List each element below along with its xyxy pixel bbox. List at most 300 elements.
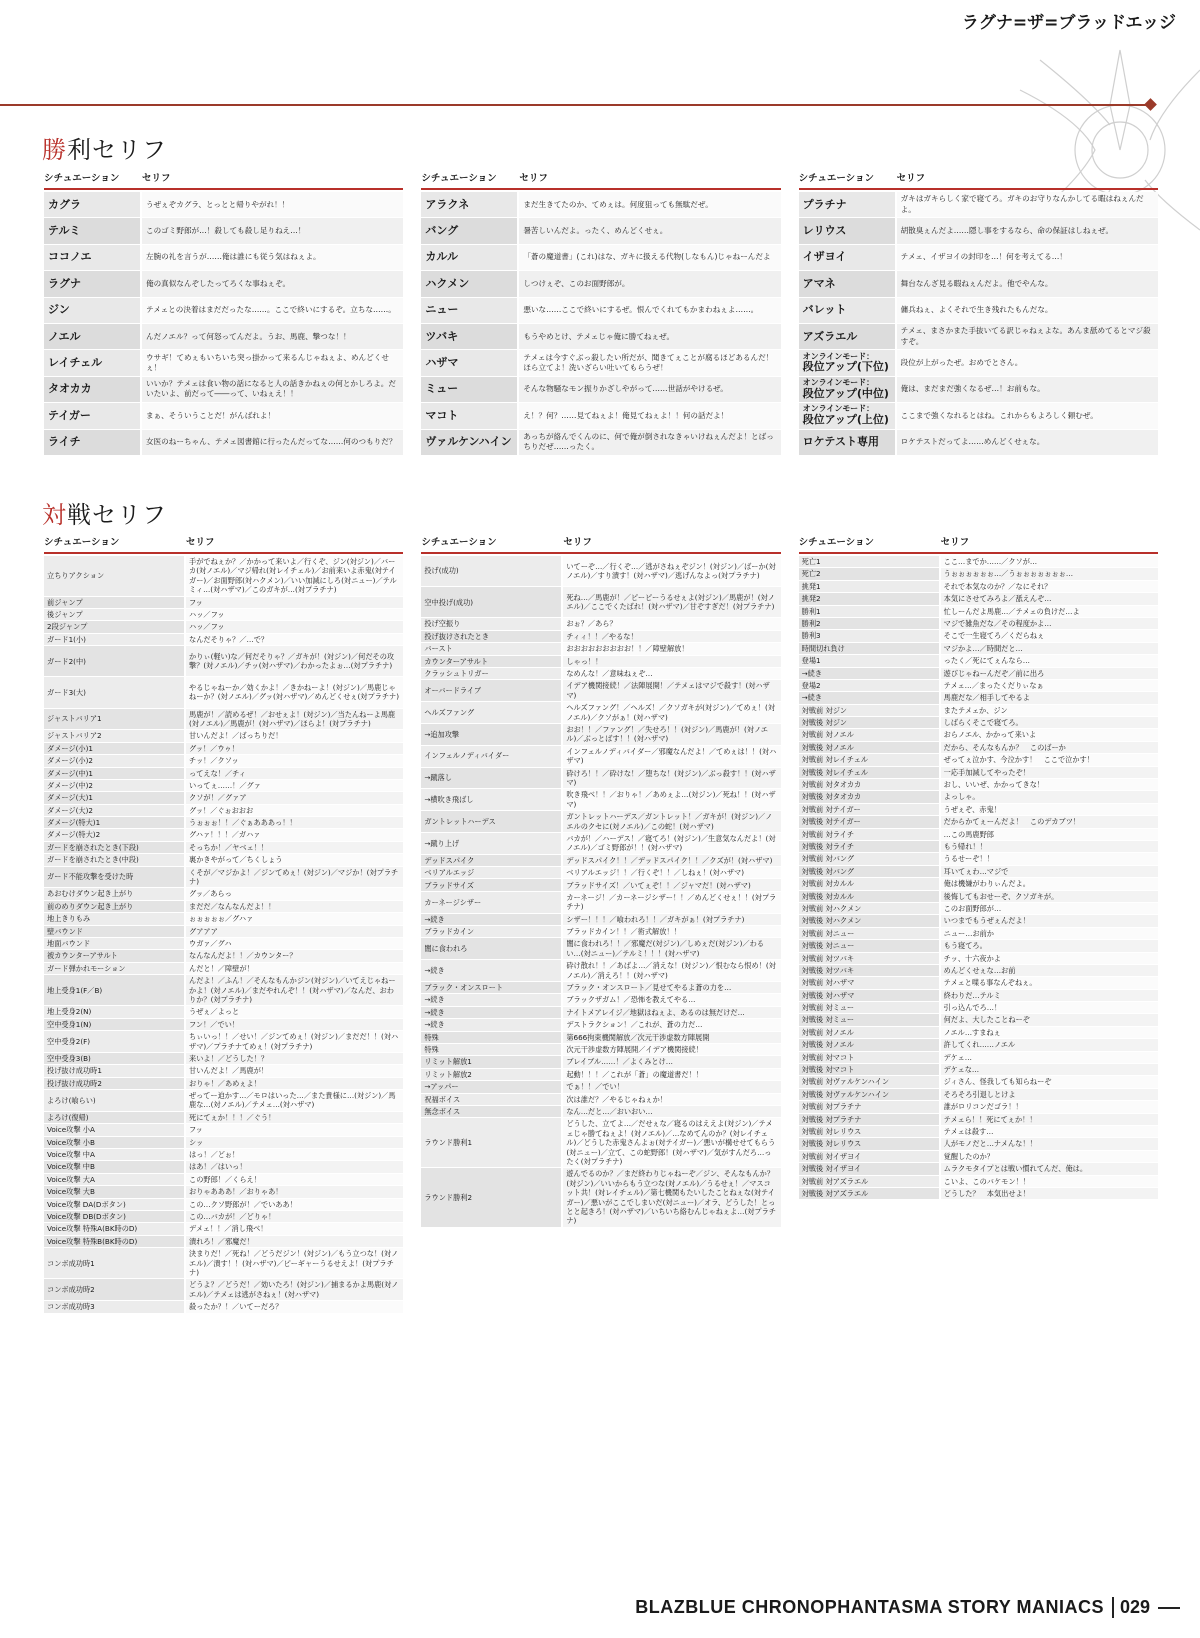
line-cell: このゴミ野郎が…！殺しても殺し足りねえ…！ xyxy=(140,218,403,243)
situation-cell: ベリアルエッジ xyxy=(421,867,561,878)
situation-cell: インフェルノディバイダー xyxy=(421,746,561,767)
situation-prefix: オンラインモード： xyxy=(802,351,875,361)
situation-cell: 対戦前 対ミュー xyxy=(799,1002,939,1013)
table-row xyxy=(799,791,1158,803)
situation-cell: バング xyxy=(421,218,517,243)
table-row xyxy=(799,767,1158,779)
situation-cell: Voice攻撃 特殊B(BK時のD) xyxy=(44,1236,184,1247)
column-header-situation: シチュエーション xyxy=(44,173,120,184)
situation-cell: 勝利3 xyxy=(799,630,939,641)
situation-cell: 対戦後 対ミュー xyxy=(799,1014,939,1025)
line-cell: うぜぇぞカグラ、とっとと帰りやがれ！！ xyxy=(140,192,403,217)
table-row xyxy=(421,656,780,668)
table-row xyxy=(799,1138,1158,1150)
line-cell: 遊びじゃねーんだぞ／前に出ろ xyxy=(939,668,1158,679)
line-cell: あっちが絡んでくんのに、何で俺が倒されなきゃいけねぇんだよ！とばっちりだぜ……ったく。 xyxy=(517,430,780,455)
situation-cell: カーネージシザー xyxy=(421,892,561,913)
table-row xyxy=(44,218,403,244)
table-row xyxy=(421,324,780,350)
table-row xyxy=(421,833,780,855)
table-row xyxy=(799,1089,1158,1101)
table-row xyxy=(799,804,1158,816)
situation-cell: 壁バウンド xyxy=(44,926,184,937)
line-cell: 次は誰だ？／やるじゃねぇか！ xyxy=(561,1094,780,1105)
situation-cell: 対戦前 対ノエル xyxy=(799,1027,939,1038)
line-cell: おおおおおおおおお！！／障壁解放！ xyxy=(561,643,780,654)
battle-table xyxy=(44,534,1158,1314)
victory-section-title: 勝利セリフ xyxy=(42,136,167,164)
table-row xyxy=(44,430,403,456)
table-row xyxy=(799,692,1158,704)
situation-cell: 対戦後 対ヴァルケンハイン xyxy=(799,1089,939,1100)
line-cell: このお面野郎が… xyxy=(939,903,1158,914)
situation-cell: 対戦後 対プラチナ xyxy=(799,1114,939,1125)
line-cell: 誰がロリコンだゴラ！！ xyxy=(939,1101,1158,1112)
table-row xyxy=(799,705,1158,717)
line-cell: まぁ、そういうことだ！がんばれよ！ xyxy=(140,403,403,428)
table-row xyxy=(44,1065,403,1077)
table-row xyxy=(421,1106,780,1118)
situation-cell: 特殊 xyxy=(421,1044,561,1055)
table-row xyxy=(44,1090,403,1112)
situation-cell: →蹴り上げ xyxy=(421,833,561,854)
table-row xyxy=(44,1199,403,1211)
table-row xyxy=(799,1188,1158,1200)
table-row xyxy=(44,1006,403,1018)
situation-cell: 勝利1 xyxy=(799,606,939,617)
table-row xyxy=(799,915,1158,927)
line-cell: 起動！！！／これが「蒼」の魔道書だ！！ xyxy=(561,1069,780,1080)
table-row xyxy=(421,1032,780,1044)
situation-cell: ガードを崩されたとき(中段) xyxy=(44,854,184,865)
table-row xyxy=(421,1044,780,1056)
situation-cell: ダメージ(特大)2 xyxy=(44,829,184,840)
situation-cell: 対戦前 対ハクメン xyxy=(799,903,939,914)
situation-cell: 対戦後 対ツバキ xyxy=(799,965,939,976)
line-cell: デストラクション！／これが、蒼の力だ… xyxy=(561,1019,780,1030)
situation-cell: カルル xyxy=(421,245,517,270)
line-cell: そろそろ引退しとけよ xyxy=(939,1089,1158,1100)
line-cell: うぜぇ／よっと xyxy=(184,1006,403,1017)
line-cell: ってえな！／チィ xyxy=(184,768,403,779)
line-cell: 馬鹿だな／相手してやるよ xyxy=(939,692,1158,703)
table-row xyxy=(799,581,1158,593)
table-row xyxy=(44,621,403,633)
situation-label: 段位アップ(下位) xyxy=(802,360,889,374)
table-row xyxy=(44,829,403,841)
table-row xyxy=(421,926,780,938)
situation-cell: ニュー xyxy=(421,298,517,323)
line-cell: そこで一生寝てろ／くだらねぇ xyxy=(939,630,1158,641)
situation-cell: カグラ xyxy=(44,192,140,217)
column-header-situation: シチュエーション xyxy=(421,537,497,548)
situation-label: 段位アップ(上位) xyxy=(802,413,889,427)
line-cell: グアアア xyxy=(184,926,403,937)
situation-cell: ダメージ(大)1 xyxy=(44,792,184,803)
column-header-situation: シチュエーション xyxy=(798,173,874,184)
table-row xyxy=(44,1174,403,1186)
situation-cell: アラクネ xyxy=(421,192,517,217)
table-row xyxy=(421,643,780,655)
situation-cell: ミュー xyxy=(421,377,517,402)
table-row xyxy=(44,1019,403,1031)
line-cell: バカが！／ハーデス！／寝てろ！(対ジン)／生意気なんだよ！(対ノエル)／ゴミ野郎が！！(対ハザマ) xyxy=(561,833,780,854)
situation-cell: 対戦後 対テイガー xyxy=(799,816,939,827)
situation-cell: ダメージ(小)2 xyxy=(44,755,184,766)
situation-cell: タオカカ xyxy=(44,377,140,402)
table-row xyxy=(421,994,780,1006)
table-row xyxy=(421,746,780,768)
line-cell: ヘルズファング！／ヘルズ！／クソガキが(対ジン)／てめぇ！(対ノエル)／クソがぁ！(対ハザマ) xyxy=(561,702,780,723)
line-cell: またテメェか、ジン xyxy=(939,705,1158,716)
situation-cell: →横吹き飛ばし xyxy=(421,789,561,810)
situation-cell: 対戦後 対ジン xyxy=(799,717,939,728)
line-cell: 裏かきやがって／ちくしょう xyxy=(184,854,403,865)
line-cell: ガントレットハーデス／ガントレット！／ガキが！(対ジン)／ノエルのクセに(対ノエル)／この蛇！(対ハザマ) xyxy=(561,811,780,832)
line-cell: グッ／あらっ xyxy=(184,888,403,899)
line-cell: 甘いんだよ！／馬鹿が！ xyxy=(184,1065,403,1076)
line-cell: ブラッドカイン！！／術式解放！！ xyxy=(561,926,780,937)
line-cell: ここ…までか……／クソが… xyxy=(939,556,1158,567)
table-row xyxy=(44,743,403,755)
line-cell: デケェ… xyxy=(939,1052,1158,1063)
line-cell: 一応手加減してやったぞ！ xyxy=(939,767,1158,778)
column-header-situation: シチュエーション xyxy=(798,537,874,548)
table-row xyxy=(421,298,780,324)
table-row xyxy=(44,805,403,817)
situation-cell: Voice攻撃 DA(Dボタン) xyxy=(44,1199,184,1210)
table-row xyxy=(421,867,780,879)
line-cell: いてーぞ…／行くぞ…／逃がさねぇぞジン！(対ジン)／ばーか(対ノエル)／すり潰す！(対ハザマ)／逃げんなよっ(対プラチナ) xyxy=(561,556,780,586)
table-row xyxy=(421,556,780,587)
line-cell: なんなんだよ！！／カウンター？ xyxy=(184,950,403,961)
table-row xyxy=(44,1279,403,1301)
line-cell: グッ！／ぐぉおおお xyxy=(184,805,403,816)
situation-cell: →続き xyxy=(421,914,561,925)
line-cell: 決まりだ！／死ね！／どうだジン！(対ジン)／もう立つな！(対ノエル)／潰す！！(対ハザマ)／ピーギャーうるせえよ！(対プラチナ) xyxy=(184,1248,403,1278)
line-cell: 段位が上がったぜ。おめでとさん。 xyxy=(895,350,1158,375)
table-row xyxy=(421,1118,780,1168)
table-row xyxy=(799,618,1158,630)
column-header xyxy=(799,170,1158,190)
table-row xyxy=(799,754,1158,766)
table-row xyxy=(421,1069,780,1081)
table-row xyxy=(799,1076,1158,1088)
situation-cell: ラウンド勝利1 xyxy=(421,1118,561,1167)
table-row xyxy=(799,953,1158,965)
situation-cell: 投げ抜け成功時1 xyxy=(44,1065,184,1076)
situation-cell: →続き xyxy=(799,692,939,703)
table-row xyxy=(421,668,780,680)
table-row xyxy=(44,730,403,742)
table-row xyxy=(421,914,780,926)
situation-cell: ガード1(小) xyxy=(44,634,184,645)
line-cell: もう帰れ！！ xyxy=(939,841,1158,852)
line-cell: デッドスパイク！！／デッドスパイク！！／クズが！(対ハザマ) xyxy=(561,855,780,866)
table-row xyxy=(44,1078,403,1090)
table-row xyxy=(421,1056,780,1068)
column-header-situation: シチュエーション xyxy=(421,173,497,184)
line-cell: おお！！／ファング！／失せろ！！(対ジン)／馬鹿が！(対ノエル)／ぶっとばす！！(対ハザマ) xyxy=(561,724,780,745)
line-cell: 闇に食われろ！！／邪魔だ(対ジン)／しめぇだ(対ジン)／わるい…(対ニュー)／テルミ！！！(対ハザマ) xyxy=(561,938,780,959)
line-cell: 忙しーんだよ馬鹿…／テメェの負けだ…よ xyxy=(939,606,1158,617)
line-cell: 遊んでるのか？／まだ終わりじゃねーぞ／ジン、そんなもんか？(対ジン)／いいからもう立つな(対ノエル)／うるせぇ！／マスコット共！(対レイチェル)／第七機関もたいしたことねぇな(対テイガー)／悪いがここでしまいだ(対ニュー)／オラ、どうした！とっとと起きろ！(対ハザマ)／いちいち絡むんじゃねぇよ…(対プラチナ) xyxy=(561,1168,780,1226)
line-cell: クソが！／グァア xyxy=(184,792,403,803)
table-row xyxy=(799,1114,1158,1126)
column-header xyxy=(799,534,1158,554)
line-cell: テメェとの決着はまだだったな……。ここで終いにするぞ。立ちな……。 xyxy=(140,298,403,323)
situation-cell: 対戦前 対レイチェル xyxy=(799,754,939,765)
situation-cell: 空中受身2(F) xyxy=(44,1031,184,1052)
line-cell: フッ xyxy=(184,1124,403,1135)
victory-table xyxy=(44,170,1158,456)
table-row xyxy=(44,1161,403,1173)
line-cell: まだだ／なんなんだよ！！ xyxy=(184,901,403,912)
situation-cell: プラチナ xyxy=(799,192,895,217)
table-row xyxy=(44,926,403,938)
line-cell: かりぃ(軽い)な／何だそりゃ？／ガキが！(対ジン)／何だその攻撃？(対ノエル)／チッ(対ハザマ)／わかったよぉ…(対プラチナ) xyxy=(184,646,403,676)
line-cell: 来いよ！／どうした！？ xyxy=(184,1053,403,1064)
line-cell: 馬鹿が！／読めるぜ！／おせぇよ！(対ジン)／当たんねーよ馬鹿(対ノエル)／馬鹿が！(対ハザマ)／ほらよ！(対プラチナ) xyxy=(184,709,403,730)
line-cell: テメェら！！死にてぇか！！ xyxy=(939,1114,1158,1125)
line-cell: ジィさん、怪我しても知らねーぞ xyxy=(939,1076,1158,1087)
situation-cell: 対戦前 対レリウス xyxy=(799,1126,939,1137)
situation-cell: 挑発1 xyxy=(799,581,939,592)
table-row xyxy=(799,680,1158,692)
situation-cell: Voice攻撃 小A xyxy=(44,1124,184,1135)
line-cell: どうよ？／どうだ！／効いたろ！(対ジン)／捕まるかよ馬鹿(対ノエル)／テメェは逃がさねぇ！(対ハザマ) xyxy=(184,1279,403,1300)
situation-cell: Voice攻撃 DB(Dボタン) xyxy=(44,1211,184,1222)
line-cell: おらノエル、かかって来いよ xyxy=(939,729,1158,740)
line-cell: 吹き飛べ！！／おりゃ！／あめぇよ…(対ジン)／死ね！！(対ハザマ) xyxy=(561,789,780,810)
battle-section-title: 対戦セリフ xyxy=(42,501,167,529)
line-cell: テメェは殺す… xyxy=(939,1126,1158,1137)
table-row xyxy=(799,245,1158,271)
table-row xyxy=(799,593,1158,605)
table-row xyxy=(421,430,780,456)
table-row xyxy=(421,1007,780,1019)
line-cell: ぜってー迫かす…／モロはいった…／また貴様に…(対ジン)／馬鹿な…(対ノエル)／テメェ…(対ハザマ) xyxy=(184,1090,403,1111)
situation-cell: ガード2(中) xyxy=(44,646,184,676)
table-row xyxy=(799,324,1158,350)
table-row xyxy=(799,1163,1158,1175)
battle-column xyxy=(44,534,403,1314)
situation-cell: 祝福ボイス xyxy=(421,1094,561,1105)
table-row xyxy=(421,377,780,403)
column-header xyxy=(44,534,403,554)
table-row xyxy=(44,888,403,900)
table-row xyxy=(799,218,1158,244)
table-row xyxy=(421,811,780,833)
table-row xyxy=(421,702,780,724)
line-cell: チッ、十六夜かよ xyxy=(939,953,1158,964)
line-cell: もう寝てろ。 xyxy=(939,940,1158,951)
situation-cell: ダメージ(特大)1 xyxy=(44,817,184,828)
situation-cell: よろけ(復帰) xyxy=(44,1112,184,1123)
situation-cell: Voice攻撃 小B xyxy=(44,1137,184,1148)
table-row xyxy=(421,680,780,702)
line-cell: どうした？ 本気出せよ！ xyxy=(939,1188,1158,1199)
situation-cell: →続き xyxy=(421,994,561,1005)
line-cell: まだ生きてたのか、てめぇは。何度狙っても無駄だぜ。 xyxy=(517,192,780,217)
table-row xyxy=(44,298,403,324)
table-row xyxy=(799,729,1158,741)
table-row xyxy=(44,556,403,597)
table-row xyxy=(44,1186,403,1198)
line-cell: なんだそりゃ？／…で？ xyxy=(184,634,403,645)
table-row xyxy=(799,643,1158,655)
situation-cell: イザヨイ xyxy=(799,245,895,270)
table-row xyxy=(421,960,780,982)
situation-cell xyxy=(799,403,895,428)
situation-cell: →追加攻撃 xyxy=(421,724,561,745)
situation-cell: ジン xyxy=(44,298,140,323)
line-cell: フッ xyxy=(184,597,403,608)
table-row xyxy=(44,245,403,271)
line-cell: 耳いてぇわ…マジで xyxy=(939,866,1158,877)
page-header-title: ラグナ=ザ=ブラッドエッジ xyxy=(961,13,1176,33)
table-row xyxy=(421,403,780,429)
table-row xyxy=(799,1002,1158,1014)
situation-cell: ガード弾かれモーション xyxy=(44,963,184,974)
line-cell: ブラック・オンスロート／見せてやるよ蒼の力を… xyxy=(561,982,780,993)
situation-cell: ヘルズファング xyxy=(421,702,561,723)
situation-cell: 投げ(成功) xyxy=(421,556,561,586)
line-cell: ブラッドサイズ！／いてぇぞ！！／ジャマだ！(対ハザマ) xyxy=(561,879,780,890)
situation-cell: 対戦前 対マコト xyxy=(799,1052,939,1063)
situation-cell: 対戦前 対タオカカ xyxy=(799,779,939,790)
table-row xyxy=(799,841,1158,853)
page-footer xyxy=(635,1597,1180,1618)
situation-cell: 空中受身3(B) xyxy=(44,1053,184,1064)
situation-prefix: オンラインモード： xyxy=(802,404,875,414)
column-header-line: セリフ xyxy=(519,173,548,184)
line-cell: グハァ！！！／ガハァ xyxy=(184,829,403,840)
table-row xyxy=(799,1126,1158,1138)
table-row xyxy=(799,377,1158,403)
situation-cell: Voice攻撃 中B xyxy=(44,1161,184,1172)
line-cell: ベリアルエッジ！！／行くぞ！！／しねぇ！(対ハザマ) xyxy=(561,867,780,878)
table-row xyxy=(44,377,403,403)
situation-cell: 対戦後 対バング xyxy=(799,866,939,877)
table-row xyxy=(799,271,1158,297)
situation-cell: →続き xyxy=(799,668,939,679)
table-row xyxy=(44,867,403,889)
line-cell: …この馬鹿野郎 xyxy=(939,829,1158,840)
situation-cell: →アッパー xyxy=(421,1081,561,1092)
situation-cell: 時間切れ負け xyxy=(799,643,939,654)
line-cell: だから、そんなもんか？ このばーか xyxy=(939,742,1158,753)
situation-cell xyxy=(799,377,895,402)
table-row xyxy=(44,1236,403,1248)
situation-cell: バースト xyxy=(421,643,561,654)
table-row xyxy=(44,192,403,218)
table-row xyxy=(44,1223,403,1235)
column-header-situation: シチュエーション xyxy=(44,537,120,548)
situation-cell: 対戦後 対レリウス xyxy=(799,1138,939,1149)
line-cell: 左腕の礼を言うが……俺は誰にも従う気はねぇよ。 xyxy=(140,245,403,270)
table-row xyxy=(799,1064,1158,1076)
table-row xyxy=(799,430,1158,456)
situation-cell: ブラッドサイズ xyxy=(421,879,561,890)
table-row xyxy=(44,1112,403,1124)
table-row xyxy=(799,717,1158,729)
line-cell: ハッ／フッ xyxy=(184,621,403,632)
table-row xyxy=(44,403,403,429)
column-header-line: セリフ xyxy=(142,173,171,184)
line-cell: よっしゃ。 xyxy=(939,791,1158,802)
situation-cell: ガードを崩されたとき(下段) xyxy=(44,842,184,853)
situation-cell: 空中受身1(N) xyxy=(44,1019,184,1030)
line-cell: おりゃあああ！／おりゃあ！ xyxy=(184,1186,403,1197)
line-cell: 終わりだ…テルミ xyxy=(939,990,1158,1001)
line-cell: 引っ込んでろ…！ xyxy=(939,1002,1158,1013)
situation-cell: 2段ジャンプ xyxy=(44,621,184,632)
situation-cell: ガード不能攻撃を受けた時 xyxy=(44,867,184,888)
situation-cell: 前ジャンプ xyxy=(44,597,184,608)
table-row xyxy=(421,192,780,218)
table-row xyxy=(44,350,403,376)
line-cell: んだと！／障壁が！ xyxy=(184,963,403,974)
table-row xyxy=(44,901,403,913)
table-row xyxy=(421,245,780,271)
line-cell: 許してくれ……ノエル xyxy=(939,1039,1158,1050)
situation-cell: ブラック・オンスロート xyxy=(421,982,561,993)
victory-column xyxy=(44,170,403,456)
line-cell: 覚醒したのか？ xyxy=(939,1151,1158,1162)
situation-cell: Voice攻撃 大A xyxy=(44,1174,184,1185)
situation-cell: 対戦前 対バング xyxy=(799,853,939,864)
situation-cell: ノエル xyxy=(44,324,140,349)
footer-title: BLAZBLUE CHRONOPHANTASMA STORY MANIACS xyxy=(635,1597,1104,1617)
situation-cell: 対戦前 対ノエル xyxy=(799,729,939,740)
table-row xyxy=(799,891,1158,903)
situation-cell: リミット解放2 xyxy=(421,1069,561,1080)
line-cell: マジかよ…／時間だと… xyxy=(939,643,1158,654)
page-number: 029 xyxy=(1112,1597,1150,1618)
situation-cell: 対戦後 対ライチ xyxy=(799,841,939,852)
table-row xyxy=(799,1151,1158,1163)
situation-cell: レリウス xyxy=(799,218,895,243)
line-cell: おぉ？／あら？ xyxy=(561,618,780,629)
line-cell: いいか？テメェは食い物の話になると人の話きかねぇの何とかしろよ。だいたいよ、前だって――って、いねぇえ！！ xyxy=(140,377,403,402)
table-row xyxy=(799,866,1158,878)
column-header xyxy=(421,534,780,554)
line-cell: マジで雑魚だな／その程度かよ… xyxy=(939,618,1158,629)
line-cell: 俺の真似なんぞしたってろくな事ねぇぞ。 xyxy=(140,271,403,296)
line-cell: インフェルノディバイダー／邪魔なんだよ！／てめぇは！！(対ハザマ) xyxy=(561,746,780,767)
line-cell: この…バカが！／どりゃ！ xyxy=(184,1211,403,1222)
situation-cell: 対戦前 対ツバキ xyxy=(799,953,939,964)
table-row xyxy=(44,646,403,677)
situation-cell: 勝利2 xyxy=(799,618,939,629)
line-cell: ロケテストだってよ……めんどくせぇな。 xyxy=(895,430,1158,455)
situation-cell: ジャストバリア1 xyxy=(44,709,184,730)
table-row xyxy=(799,192,1158,218)
line-cell: はあ！／はいっ！ xyxy=(184,1161,403,1172)
line-cell: ウガァ／グハ xyxy=(184,938,403,949)
line-cell: 第666拘束機関解放／次元干渉虚数方陣展開 xyxy=(561,1032,780,1043)
line-cell: ニュー…お前か xyxy=(939,928,1158,939)
situation-cell: レイチェル xyxy=(44,350,140,375)
situation-cell: 投げ抜けされたとき xyxy=(421,631,561,642)
situation-cell: ジャストバリア2 xyxy=(44,730,184,741)
situation-cell: 地上受身2(N) xyxy=(44,1006,184,1017)
line-cell: 人がモノだと…ナメんな！！ xyxy=(939,1138,1158,1149)
line-cell: 次元干渉虚数方陣展開／イデア機関接続！ xyxy=(561,1044,780,1055)
situation-cell: 対戦後 対ニュー xyxy=(799,940,939,951)
table-row xyxy=(421,938,780,960)
